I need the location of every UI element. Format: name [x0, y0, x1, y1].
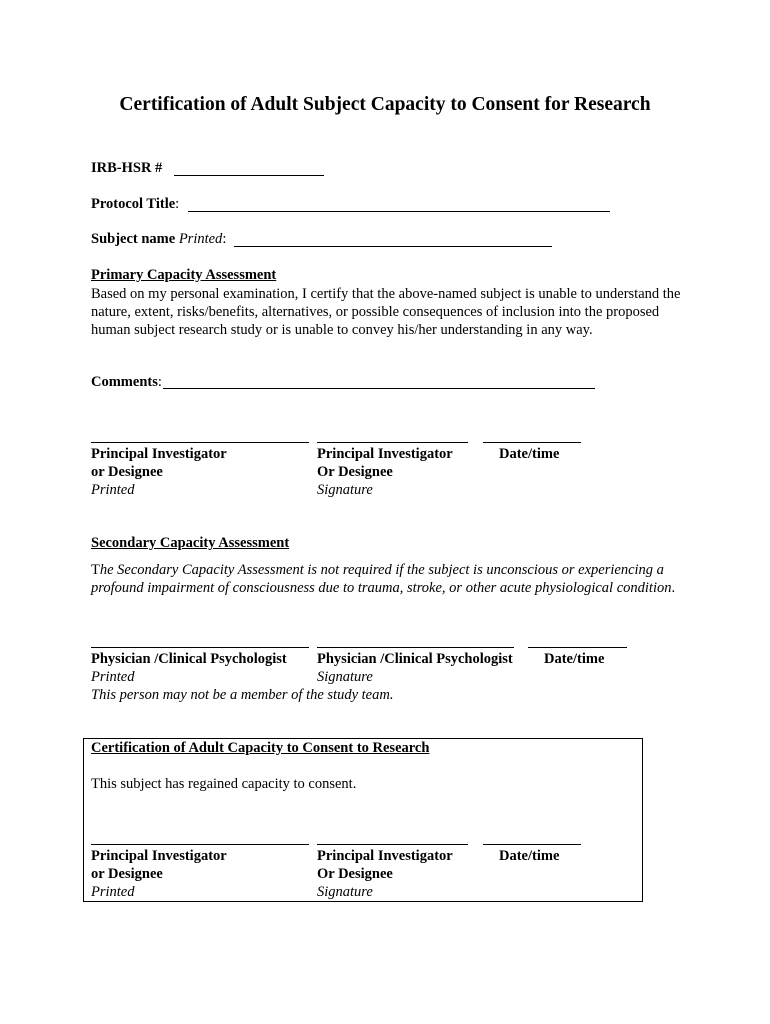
primary-sig-printed-block: [91, 445, 227, 499]
primary-sig1-line2: or Designee: [91, 464, 163, 480]
secondary-footnote: This person may not be a member of the study team.: [91, 687, 394, 703]
secondary-date-line[interactable]: [528, 647, 627, 648]
regained-sig-signature-block: [317, 847, 453, 901]
secondary-sig1-line2: Printed: [91, 669, 135, 685]
regained-sig1-line2: or Designee: [91, 866, 163, 882]
comments-label: Comments: [91, 374, 158, 390]
protocol-label: Protocol Title: [91, 196, 176, 212]
page-title: Certification of Adult Subject Capacity to Consent for Research: [119, 94, 651, 115]
primary-date-line[interactable]: [483, 442, 581, 443]
secondary-note-end: .: [671, 580, 676, 596]
secondary-printed-line[interactable]: [91, 647, 309, 648]
secondary-note-first: T: [91, 562, 100, 578]
secondary-heading: Secondary Capacity Assessment: [91, 535, 290, 551]
regained-sig2-line3: Signature: [317, 884, 373, 900]
regained-sig1-line3: Printed: [91, 884, 135, 900]
regained-sig-printed-block: [91, 847, 227, 901]
secondary-sig2-line1: Physician /Clinical Psychologist: [317, 651, 513, 667]
regained-sig2-line2: Or Designee: [317, 866, 393, 882]
secondary-note: [91, 561, 691, 597]
primary-sig2-line3: Signature: [317, 482, 373, 498]
comments-input-line[interactable]: [163, 388, 595, 389]
secondary-sig-printed-block: [91, 650, 287, 686]
secondary-sig2-line2: Signature: [317, 669, 373, 685]
primary-sig2-line1: Principal Investigator: [317, 446, 453, 462]
regained-sig1-line1: Principal Investigator: [91, 848, 227, 864]
irb-label: IRB-HSR #: [91, 160, 163, 176]
primary-date-label: Date/time: [499, 446, 560, 462]
protocol-input-line[interactable]: [188, 211, 610, 212]
secondary-sig-signature-block: [317, 650, 513, 686]
comments-colon: :: [157, 374, 162, 390]
regained-signature-line[interactable]: [317, 844, 468, 845]
subject-field-row: [91, 231, 226, 248]
primary-sig2-line2: Or Designee: [317, 464, 393, 480]
subject-label: Subject name: [91, 231, 176, 247]
protocol-colon: :: [175, 196, 180, 212]
protocol-field-row: [91, 196, 179, 213]
regained-body: This subject has regained capacity to consent.: [91, 776, 357, 792]
subject-printed-label: Printed: [178, 231, 223, 247]
primary-sig1-line1: Principal Investigator: [91, 446, 227, 462]
irb-field-row: [91, 160, 162, 177]
regained-date-label: Date/time: [499, 848, 560, 864]
comments-field-row: [91, 374, 162, 391]
secondary-note-rest: he Secondary Capacity Assessment is not required if the subject is unconscious or experiencing a profound impairment of consciousness due to trauma, stroke, or other acute physiological condition: [91, 562, 672, 596]
secondary-signature-line[interactable]: [317, 647, 514, 648]
primary-signature-line[interactable]: [317, 442, 468, 443]
primary-heading: Primary Capacity Assessment: [91, 267, 277, 283]
regained-sig2-line1: Principal Investigator: [317, 848, 453, 864]
primary-sig-signature-block: [317, 445, 453, 499]
primary-sig1-line3: Printed: [91, 482, 135, 498]
irb-input-line[interactable]: [174, 175, 324, 176]
regained-printed-line[interactable]: [91, 844, 309, 845]
secondary-date-label: Date/time: [544, 651, 605, 667]
primary-printed-line[interactable]: [91, 442, 309, 443]
regained-heading: Certification of Adult Capacity to Consent to Research: [91, 740, 430, 756]
primary-body: Based on my personal examination, I certify that the above-named subject is unable to understand the nature, extent, risks/benefits, alternatives, or possible consequences of inclusion into the proposed human subject research study or is unable to convey his/her understanding in any way.: [91, 286, 681, 338]
secondary-sig1-line1: Physician /Clinical Psychologist: [91, 651, 287, 667]
regained-date-line[interactable]: [483, 844, 581, 845]
subject-colon: :: [222, 231, 227, 247]
subject-input-line[interactable]: [234, 246, 552, 247]
